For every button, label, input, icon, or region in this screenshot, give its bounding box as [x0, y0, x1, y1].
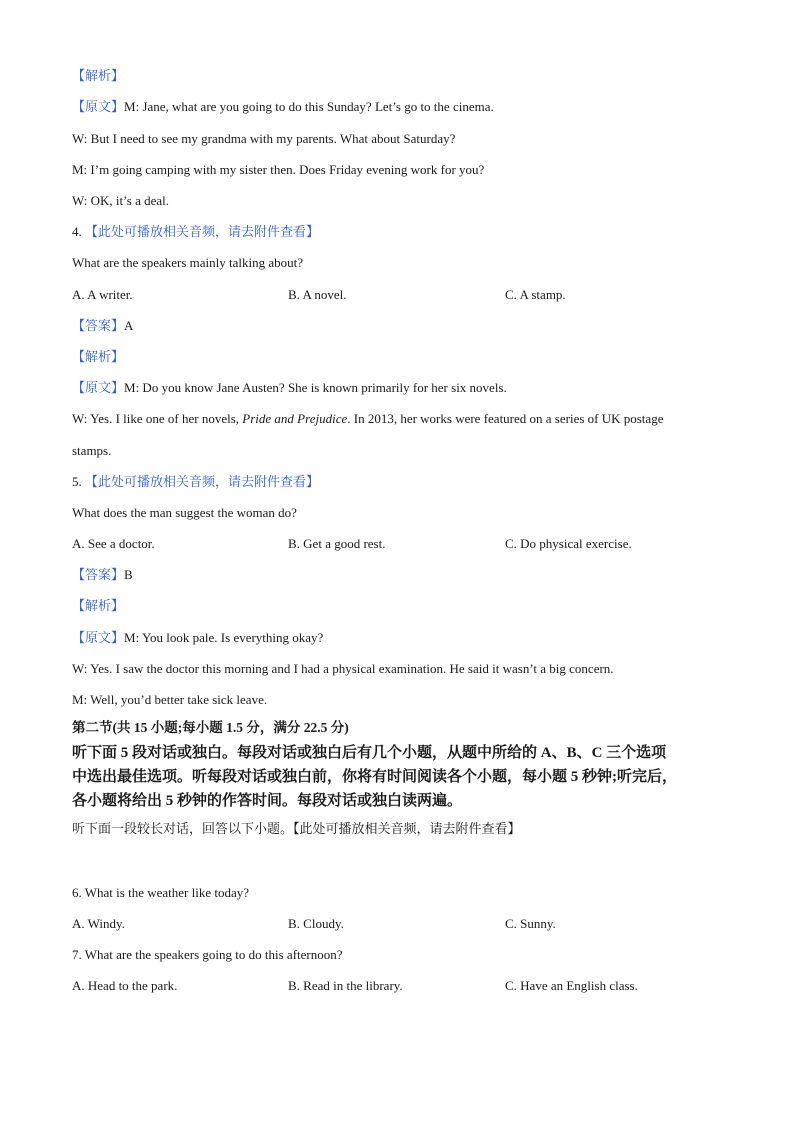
answer-value: B [124, 567, 133, 582]
question-number: 5. [72, 474, 82, 489]
dialogue-text: W: Yes. I like one of her novels, [72, 411, 243, 426]
transcript-line [72, 630, 323, 646]
book-title: Pride and Prejudice [242, 411, 348, 426]
transcript-label: 【原文】 [72, 380, 125, 395]
option-c: C. Have an English class. [505, 978, 638, 993]
option-a: A. See a doctor. [72, 536, 155, 551]
question-6-text: 6. What is the weather like today? [72, 885, 250, 900]
option-c: C. Sunny. [505, 916, 556, 931]
answer-label: 【答案】 [72, 567, 125, 582]
option-b: B. Cloudy. [288, 916, 344, 931]
dialogue-line: M: I’m going camping with my sister then. Does Friday evening work for you? [72, 162, 485, 177]
option-b: B. A novel. [288, 287, 347, 302]
answer-line [72, 567, 133, 583]
option-b: B. Read in the library. [288, 978, 403, 993]
dialogue-text: . In 2013, her works were featured on a series of UK postage [347, 411, 664, 426]
option-b: B. Get a good rest. [288, 536, 386, 551]
option-a: A. A writer. [72, 287, 133, 302]
audio-note: 【此处可播放相关音频，请去附件查看】 [85, 224, 320, 239]
dialogue-text: M: Do you know Jane Austen? She is known primarily for her six novels. [124, 380, 507, 395]
analysis-label: 【解析】 [72, 598, 125, 613]
audio-note: 【此处可播放相关音频，请去附件查看】 [85, 474, 320, 489]
transcript-label: 【原文】 [72, 630, 125, 645]
option-a: A. Head to the park. [72, 978, 178, 993]
answer-line [72, 318, 133, 334]
dialogue-line: M: Well, you’d better take sick leave. [72, 692, 268, 707]
section-instruction: 中选出最佳选项。听每段对话或独白前，你将有时间阅读各个小题，每小题 5 秒钟;听完后， [72, 769, 677, 785]
question-number: 4. [72, 224, 82, 239]
dialogue-line: W: OK, it’s a deal. [72, 193, 169, 208]
option-c: C. A stamp. [505, 287, 566, 302]
dialogue-line: stamps. [72, 443, 112, 458]
dialogue-line: W: Yes. I saw the doctor this morning and I had a physical examination. He said it wasn’t a big concern. [72, 661, 614, 676]
analysis-label: 【解析】 [72, 68, 125, 83]
question-5-text: What does the man suggest the woman do? [72, 505, 297, 520]
section-instruction: 听下面 5 段对话或独白。每段对话或独白后有几个小题，从题中所给的 A、B、C 三个选项 [72, 745, 667, 761]
transcript-line [72, 99, 494, 115]
transcript-label: 【原文】 [72, 99, 125, 114]
answer-label: 【答案】 [72, 318, 125, 333]
dialogue-text: M: Jane, what are you going to do this Sunday? Let’s go to the cinema. [124, 99, 494, 114]
dialogue-line [72, 411, 663, 427]
analysis-label: 【解析】 [72, 349, 125, 364]
question-5-header [72, 474, 319, 490]
question-7-text: 7. What are the speakers going to do this afternoon? [72, 947, 343, 962]
answer-value: A [124, 318, 134, 333]
question-4-header [72, 224, 319, 240]
option-c: C. Do physical exercise. [505, 536, 632, 551]
dialogue-text: M: You look pale. Is everything okay? [124, 630, 324, 645]
transcript-line [72, 380, 507, 396]
option-a: A. Windy. [72, 916, 125, 931]
section-instruction: 各小题将给出 5 秒钟的作答时间。每段对话或独白读两遍。 [72, 793, 463, 809]
section-note: 听下面一段较长对话，回答以下小题。【此处可播放相关音频，请去附件查看】 [72, 821, 521, 836]
question-4-text: What are the speakers mainly talking about? [72, 255, 304, 270]
dialogue-line: W: But I need to see my grandma with my parents. What about Saturday? [72, 131, 456, 146]
section-title: 第二节(共 15 小题;每小题 1.5 分，满分 22.5 分) [72, 720, 349, 735]
